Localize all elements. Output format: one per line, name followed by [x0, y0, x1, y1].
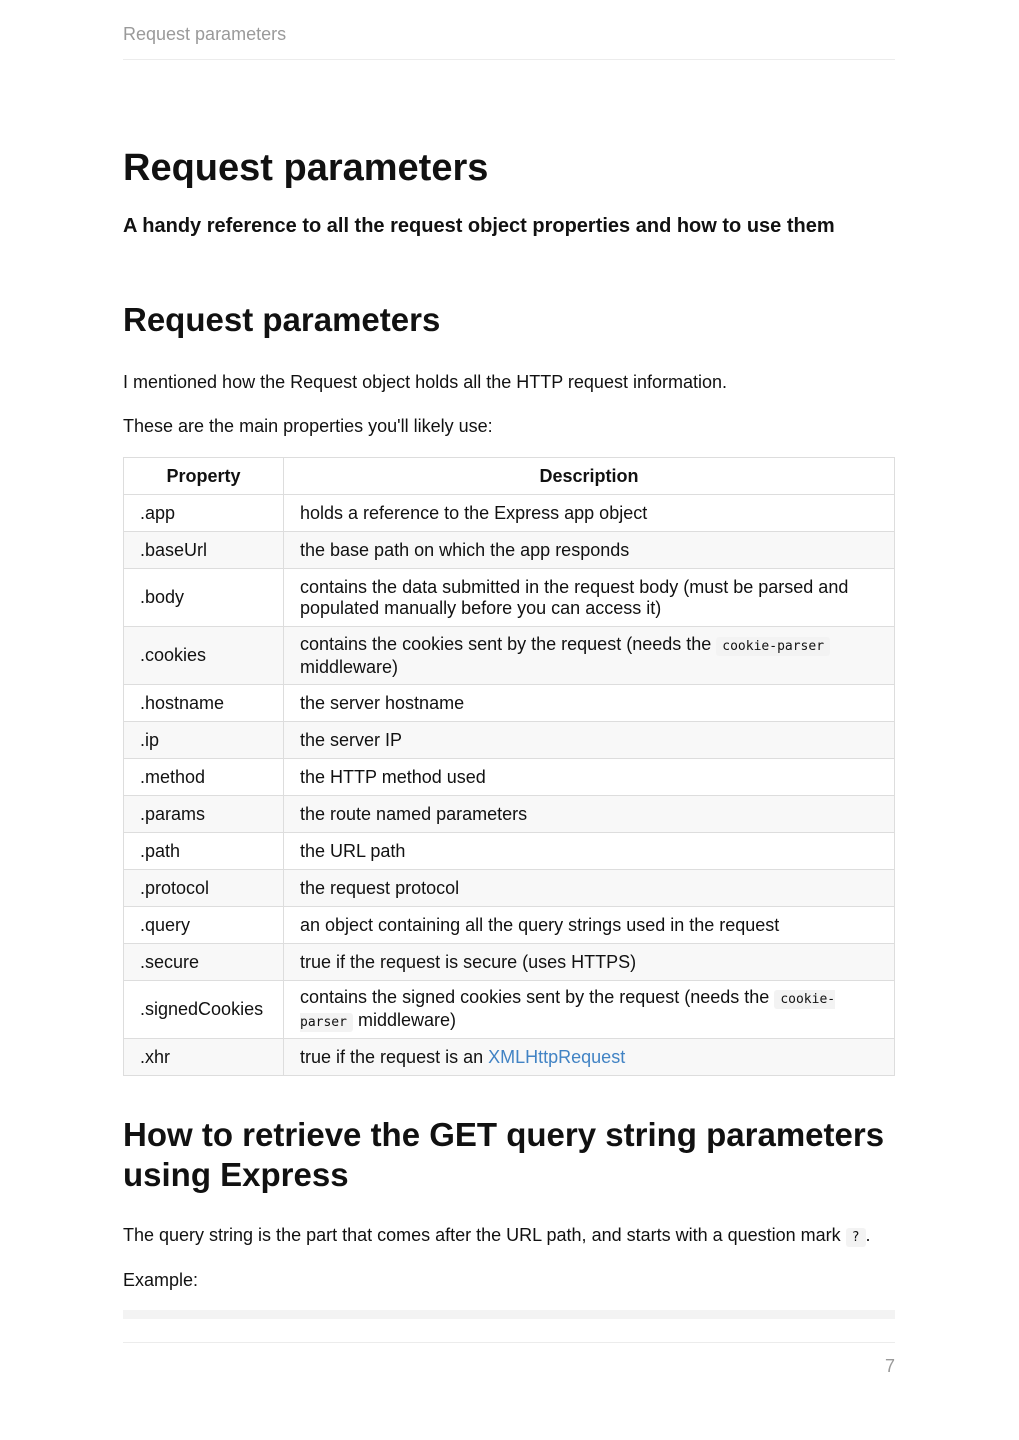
running-header: Request parameters	[123, 24, 895, 60]
column-header-property: Property	[124, 458, 284, 495]
property-cell: .xhr	[124, 1039, 284, 1076]
table-row	[124, 685, 895, 722]
table-row	[124, 870, 895, 907]
intro-paragraph: I mentioned how the Request object holds all the HTTP request information.	[123, 372, 728, 392]
description-cell: contains the data submitted in the request body (must be parsed and populated manually before you can access it)	[284, 569, 895, 627]
description-cell: an object containing all the query strings used in the request	[284, 907, 895, 944]
example-label: Example:	[123, 1270, 199, 1290]
inline-code: cookie-parser	[716, 637, 830, 656]
property-cell: .cookies	[124, 627, 284, 685]
property-cell: .method	[124, 759, 284, 796]
description-cell: the HTTP method used	[284, 759, 895, 796]
property-cell: .ip	[124, 722, 284, 759]
table-row	[124, 495, 895, 532]
table-row	[124, 944, 895, 981]
description-cell	[284, 1039, 895, 1076]
description-cell: true if the request is secure (uses HTTPS)	[284, 944, 895, 981]
table-row	[124, 796, 895, 833]
table-row	[124, 1039, 895, 1076]
table-row	[124, 981, 895, 1039]
inline-code: ?	[846, 1228, 866, 1247]
table-row	[124, 759, 895, 796]
description-text: contains the cookies sent by the request (needs the	[300, 633, 712, 654]
description-cell: the URL path	[284, 833, 895, 870]
description-cell	[284, 627, 895, 685]
table-row	[124, 833, 895, 870]
property-cell: .signedCookies	[124, 981, 284, 1039]
table-header-row	[124, 458, 895, 495]
description-cell: the server IP	[284, 722, 895, 759]
table-row	[124, 569, 895, 627]
property-cell: .body	[124, 569, 284, 627]
property-cell: .baseUrl	[124, 532, 284, 569]
code-block	[123, 1310, 895, 1319]
page-title: Request parameters	[123, 147, 489, 189]
property-cell: .secure	[124, 944, 284, 981]
table-row	[124, 722, 895, 759]
request-properties-table	[123, 457, 895, 1076]
description-text: contains the signed cookies sent by the request (needs the	[300, 986, 770, 1007]
property-cell: .protocol	[124, 870, 284, 907]
property-cell: .hostname	[124, 685, 284, 722]
xmlhttprequest-link[interactable]: XMLHttpRequest	[488, 1046, 626, 1067]
query-string-paragraph	[123, 1225, 871, 1246]
description-text: middleware)	[357, 1009, 457, 1030]
table-row	[124, 627, 895, 685]
page-number: 7	[884, 1356, 895, 1376]
property-cell: .query	[124, 907, 284, 944]
description-text: middleware)	[300, 656, 399, 677]
property-cell: .app	[124, 495, 284, 532]
properties-intro-paragraph: These are the main properties you'll likely use:	[123, 416, 493, 436]
description-cell: the base path on which the app responds	[284, 532, 895, 569]
description-cell: the request protocol	[284, 870, 895, 907]
description-cell: the server hostname	[284, 685, 895, 722]
property-cell: .path	[124, 833, 284, 870]
column-header-description: Description	[284, 458, 895, 495]
description-cell	[284, 981, 895, 1039]
paragraph-text: The query string is the part that comes after the URL path, and starts with a question mark	[123, 1225, 841, 1245]
property-cell: .params	[124, 796, 284, 833]
paragraph-text: .	[865, 1225, 871, 1245]
section-heading-request-parameters: Request parameters	[123, 301, 441, 338]
section-heading-get-query-string: How to retrieve the GET query string parameters using Express	[123, 1116, 885, 1193]
table-row	[124, 907, 895, 944]
description-cell: holds a reference to the Express app object	[284, 495, 895, 532]
table-row	[124, 532, 895, 569]
description-text: true if the request is an	[300, 1046, 484, 1067]
footer-divider	[123, 1342, 895, 1343]
inline-code: cookie-parser	[300, 991, 836, 1030]
description-cell: the route named parameters	[284, 796, 895, 833]
page-subtitle: A handy reference to all the request object properties and how to use them	[123, 215, 835, 237]
